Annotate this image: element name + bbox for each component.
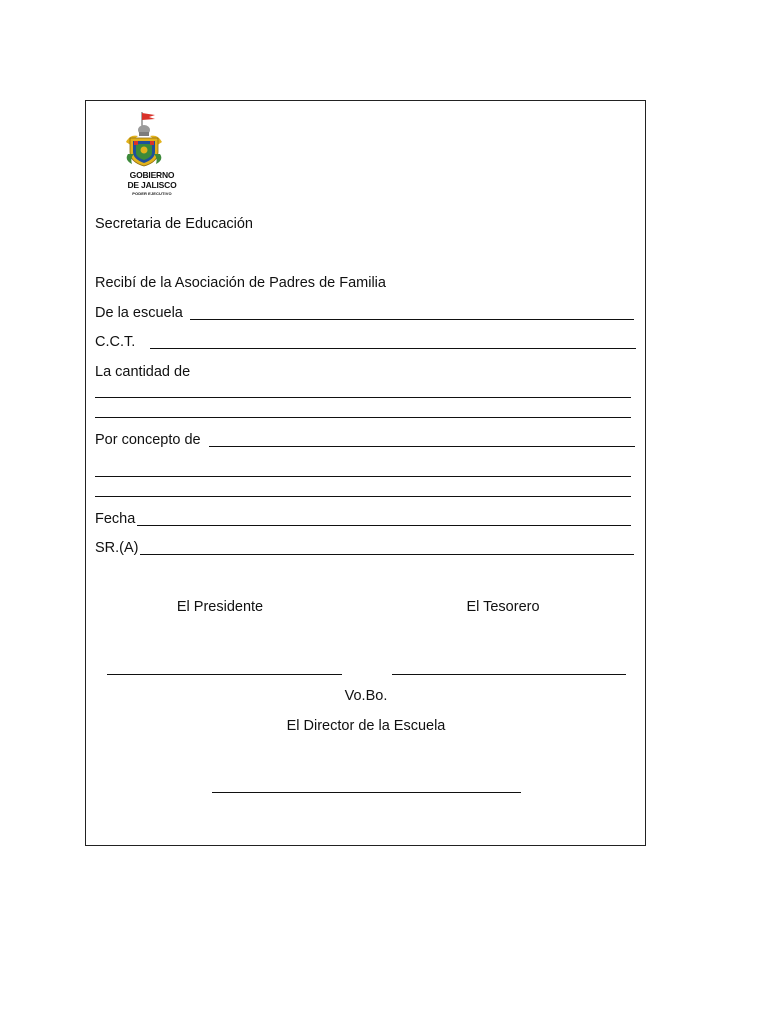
- sr-field[interactable]: [140, 554, 634, 555]
- concept-field-line-1[interactable]: [209, 446, 635, 447]
- logo-text-jalisco: DE JALISCO: [127, 180, 177, 190]
- date-label: Fecha: [95, 511, 136, 527]
- cct-label: C.C.T.: [95, 334, 136, 350]
- concept-field-line-2[interactable]: [95, 476, 631, 477]
- sr-label: SR.(A): [95, 540, 139, 556]
- treasurer-signature-line[interactable]: [392, 674, 626, 675]
- president-signature-line[interactable]: [107, 674, 342, 675]
- amount-field-line-1[interactable]: [95, 397, 631, 398]
- department-title: Secretaria de Educación: [95, 216, 253, 232]
- cct-field[interactable]: [150, 348, 636, 349]
- received-from-text: Recibí de la Asociación de Padres de Familia: [95, 275, 386, 291]
- logo-text-poder-ejecutivo: PODER EJECUTIVO: [132, 191, 172, 196]
- concept-label: Por concepto de: [95, 432, 201, 448]
- jalisco-coat-of-arms-icon: [112, 108, 192, 170]
- director-label: El Director de la Escuela: [286, 718, 446, 734]
- concept-field-line-3[interactable]: [95, 496, 631, 497]
- vobo-label: Vo.Bo.: [344, 688, 388, 704]
- gobierno-jalisco-logo: [112, 108, 192, 202]
- amount-label: La cantidad de: [95, 364, 191, 380]
- logo-text-gobierno: GOBIERNO: [129, 170, 175, 180]
- director-signature-line[interactable]: [212, 792, 521, 793]
- treasurer-label: El Tesorero: [466, 599, 540, 615]
- amount-field-line-2[interactable]: [95, 417, 631, 418]
- president-label: El Presidente: [176, 599, 264, 615]
- date-field[interactable]: [137, 525, 631, 526]
- school-name-field[interactable]: [190, 319, 634, 320]
- school-label: De la escuela: [95, 305, 183, 321]
